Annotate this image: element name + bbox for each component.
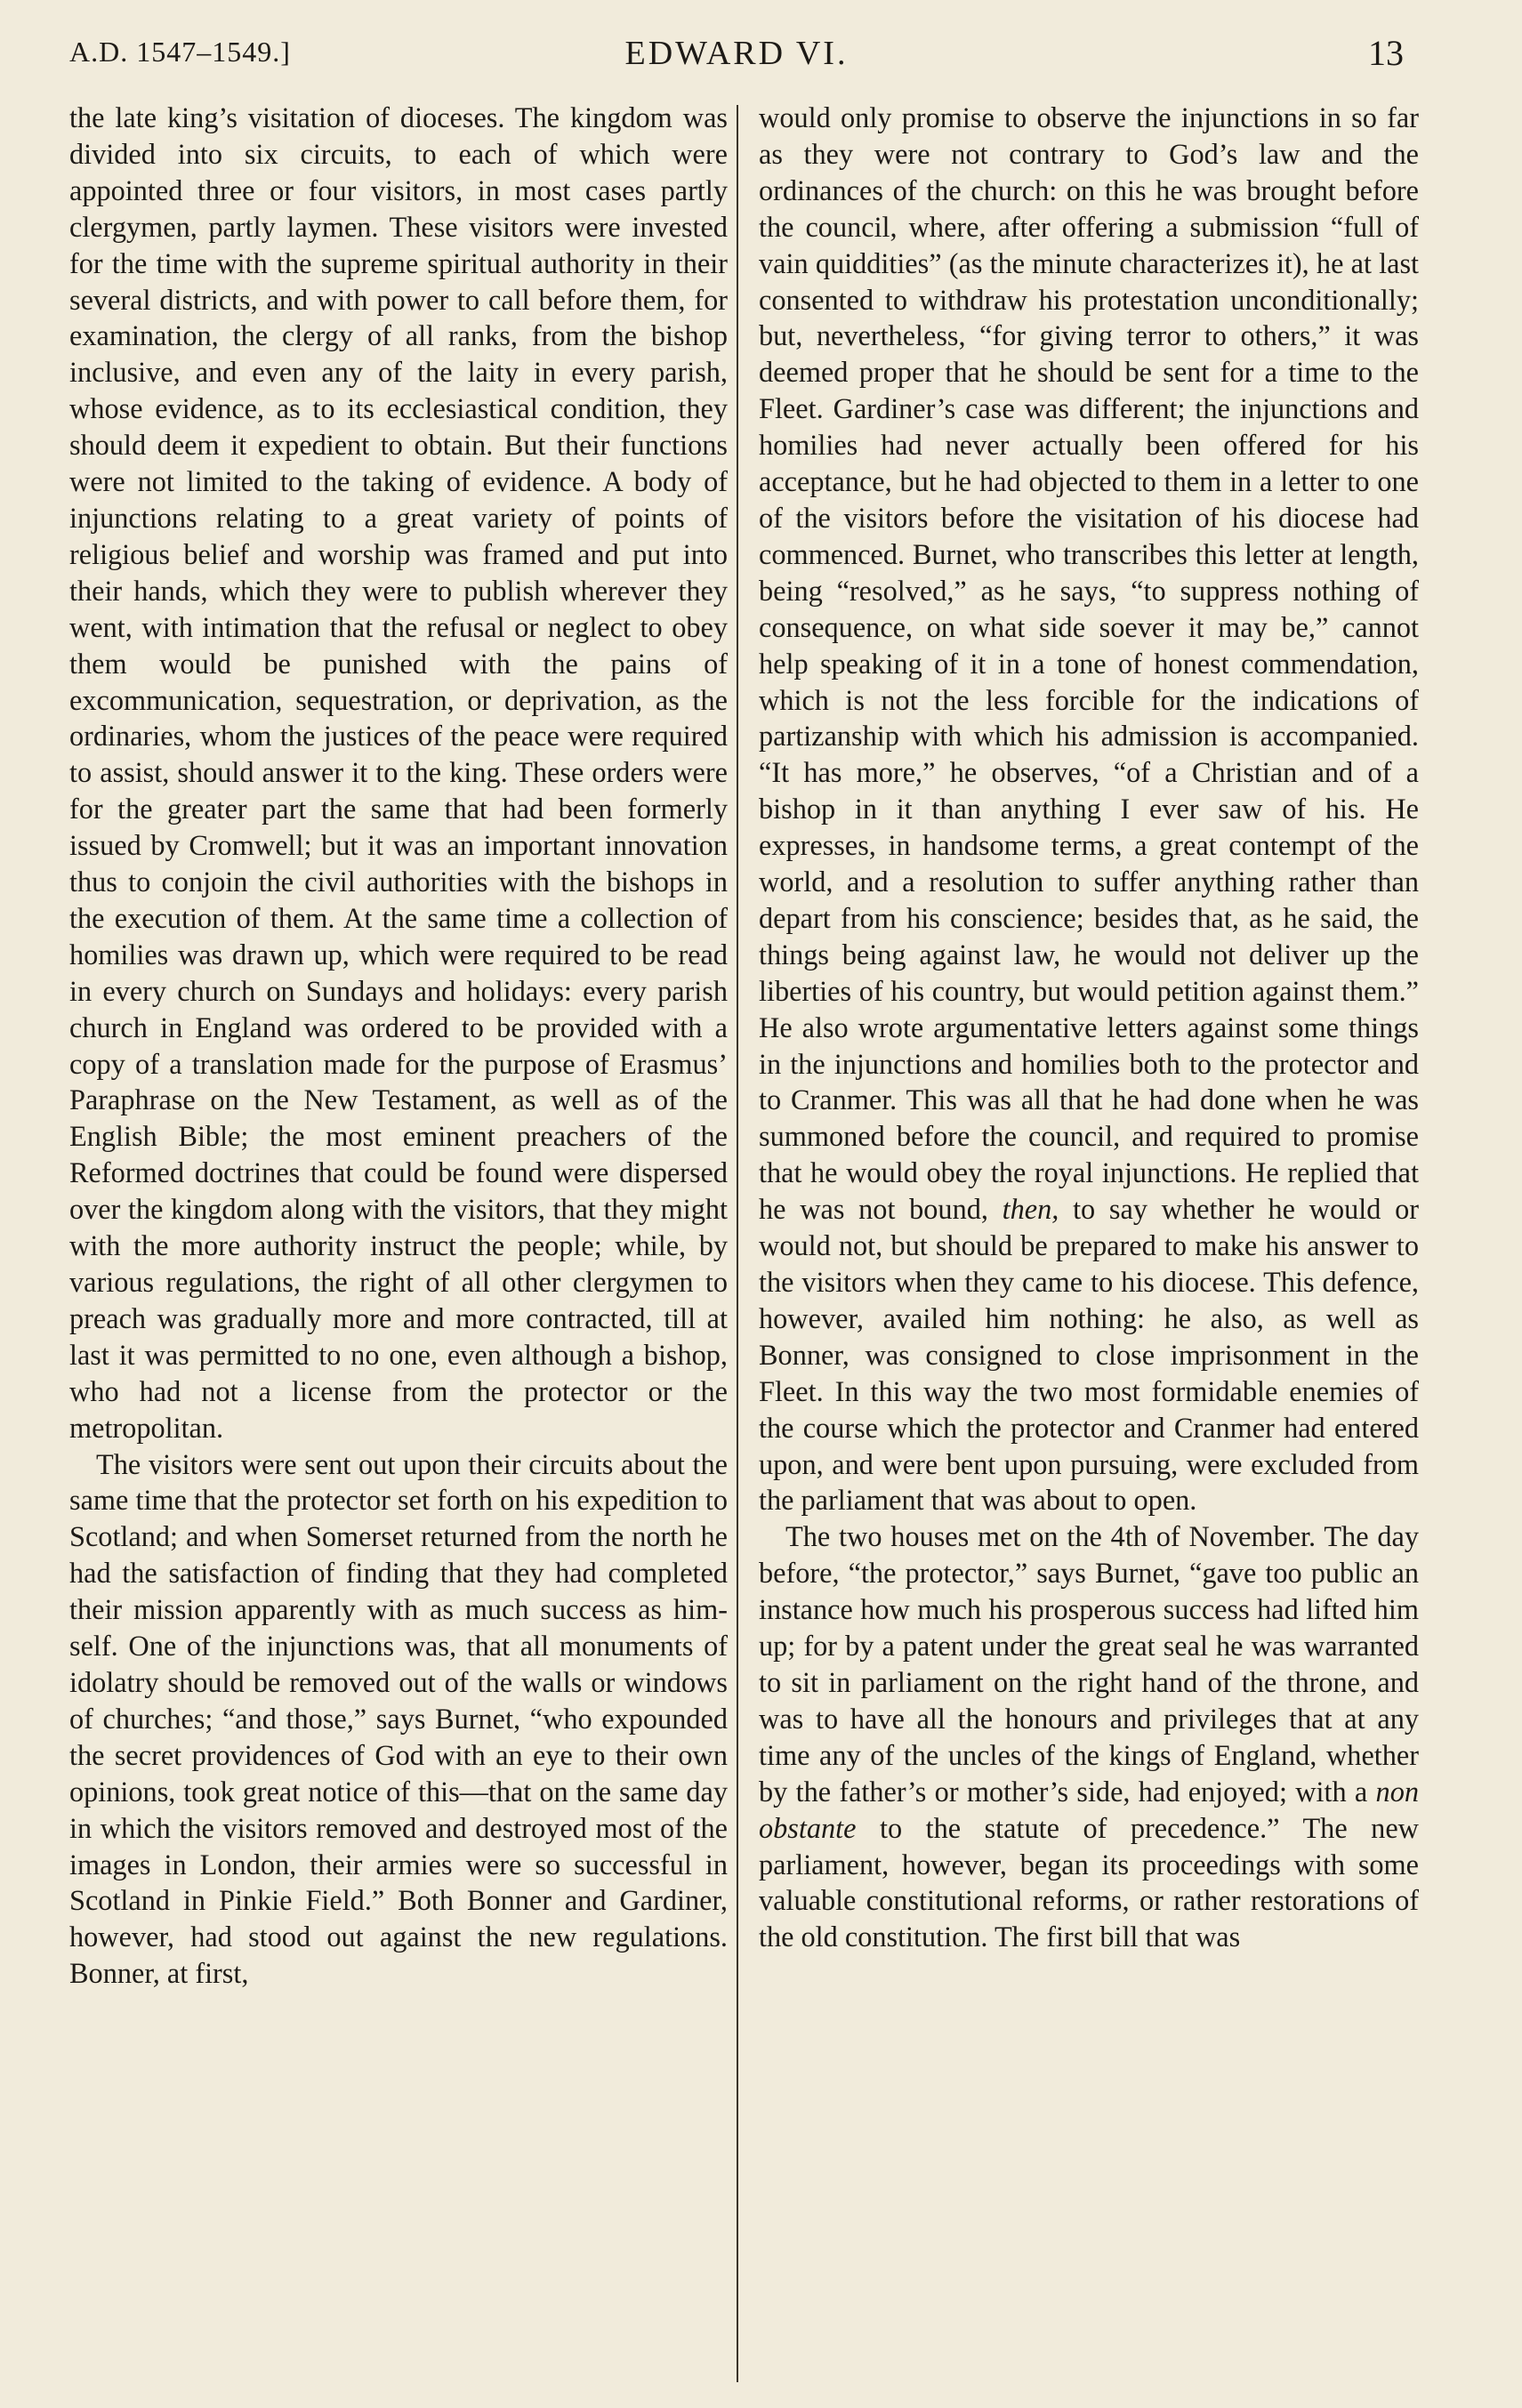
page-number: 13 xyxy=(1368,33,1404,73)
paragraph: The visitors were sent out upon their circuits about the same time that the protector set forth on his expedition to Scotland; and when Somerset returned from the north he had the satisfaction of finding that they had completed their mission apparently with as much success as himself. One of the injunctions was, that all monuments of idolatry should be removed out of the walls or windows of churches; “and those,” says Burnet, “who expounded the secret providences of God with an eye to their own opinions, took great notice of this—that on the same day in which the visitors removed and destroyed most of the images in London, their armies were so successful in Scotland in Pinkie Field.” Both Bonner and Gardiner, however, had stood out against the new regulations. Bonner, at first, xyxy=(69,1447,728,1990)
text-run: would only promise to observe the injunctions in so far as they were not contrary to God’s law and the ordinances of the church: on this he was brought before the council, where, after offering a submission “full of vain quiddities” (as the minute characterizes it), he at last consented to withdraw his protestation unconditionally; but, nevertheless, “for giving terror to others,” it was deemed proper that he should be sent for a time to the Fleet. Gardiner’s case was different; the injunctions and homilies had never actually been offered for his acceptance, but he had objected to them in a letter to one of the visitors before the visitation of his diocese had commenced. Burnet, who transcribes this letter at length, being “resolved,” as he says, “to suppress nothing of consequence, on what side soever it may be,” cannot help speaking of it in a tone of honest commendation, which is not the less forcible for the indications of partizanship with which his admission is accompanied. “It has more,” he observes, “of a Christian and of a bishop in it than anything I ever saw of his. He expresses, in handsome terms, a great contempt of the world, and a resolution to suffer anything rather than depart from his conscience; besides that, as he said, the things being against law, he would not deliver up the liberties of his country, but would petition against them.” He also wrote argumentative letters against some things in the injunctions and homilies both to the protector and to Cranmer. This was all that he had done when he was summoned before the council, and required to promise that he would obey the royal injunctions. He replied that he was not bound, xyxy=(759,101,1419,1226)
paragraph: the late king’s visitation of dioceses. The kingdom was divided into six circuits, to each of which were appointed three or four visitors, in most cases partly clergymen, partly laymen. These visitors were invested for the time with the supreme spiritual authority in their several districts, and with power to call before them, for examination, the clergy of all ranks, from the bishop inclusive, and even any of the laity in every parish, whose evidence, as to its ecclesiastical condition, they should deem it expedient to obtain. But their functions were not limited to the taking of evidence. A body of injunctions relating to a great variety of points of religious belief and worship was framed and put into their hands, which they were to publish wherever they went, with intimation that the refusal or neglect to obey them would be punished with the pains of excommunication, sequestration, or deprivation, as the ordinaries, whom the justices of the peace were required to assist, should answer it to the king. These orders were for the greater part the same that had been formerly issued by Cromwell; but it was an important innovation thus to conjoin the civil authorities with the bishops in the execution of them. At the same time a collection of homilies was drawn up, which were required to be read in every church on Sundays and holidays: every parish church in England was ordered to be provided with a copy of a translation made for the purpose of Erasmus’ Paraphrase on the New Testament, as well as of the English Bible; the most eminent preachers of the Reformed doctrines that could be found were dispersed over the kingdom along with the visitors, that they might with the more authority instruct the people; while, by various regulations, the right of all other clergymen to preach was gradually more and more contracted, till at last it was permitted to no one, even although a bishop, who had not a license from the protector or the metropolitan. xyxy=(69,101,728,1444)
text-run: The two houses met on the 4th of November. The day before, “the protector,” says Burnet, “gave too public an instance how much his prosperous success had lifted him up; for by a patent under the great seal he was warranted to sit in parliament on the right hand of the throne, and was to have all the honours and privileges that at any time any of the uncles of the kings of England, whether by the father’s or mother’s side, had enjoyed; with a xyxy=(759,1520,1419,1808)
italic-text: non obstante xyxy=(759,1775,1419,1844)
right-column xyxy=(759,100,1419,2377)
italic-text: then, xyxy=(1002,1193,1059,1226)
header-date-range: A.D. 1547–1549.] xyxy=(69,36,291,68)
text-run: to the statute of precedence.” The new parliament, however, began its proceedings with some valuable constitutional reforms, or rather restorations of the old constitution. The first bill that was xyxy=(759,1811,1419,1953)
left-column xyxy=(69,100,728,2377)
running-header xyxy=(69,30,1404,84)
paragraph xyxy=(759,1518,1419,1955)
paragraph xyxy=(759,100,1419,1518)
column-divider xyxy=(737,105,738,2382)
text-run: to say whether he would or would not, but should be prepared to make his answer to the visitors when they came to his diocese. This defence, however, availed him nothing: he also, as well as Bonner, was consigned to close imprisonment in the Fleet. In this way the two most formidable enemies of the course which the protector and Cranmer had entered upon, and were bent upon pursuing, were excluded from the parliament that was about to open. xyxy=(759,1193,1419,1517)
header-title: EDWARD VI. xyxy=(624,35,849,72)
